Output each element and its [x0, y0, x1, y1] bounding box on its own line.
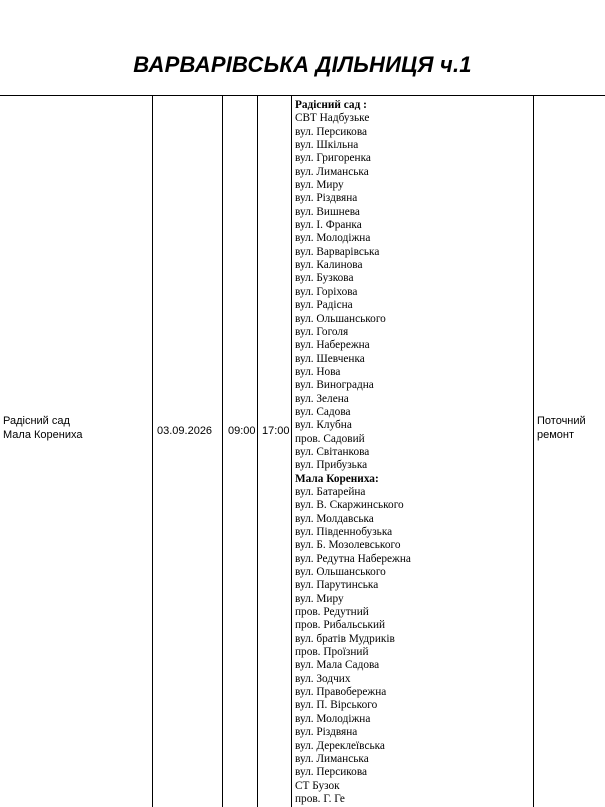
- page-title: ВАРВАРІВСЬКА ДІЛЬНИЦЯ ч.1: [133, 52, 472, 77]
- street-item: вул. Молодіжна: [295, 232, 371, 245]
- street-item: вул. Шкільна: [295, 139, 359, 152]
- column-divider: [222, 96, 223, 807]
- street-list: [295, 99, 531, 806]
- street-item: пров. Редутний: [295, 606, 369, 619]
- street-item: вул. Різдвяна: [295, 192, 358, 205]
- street-item: пров. Садовий: [295, 432, 365, 445]
- area-name: Радісний сад: [3, 415, 70, 427]
- street-item: вул. Бузкова: [295, 272, 354, 285]
- area-cell: [3, 414, 151, 442]
- outage-table: [0, 95, 605, 807]
- column-divider: [533, 96, 534, 807]
- street-item: вул. Набережна: [295, 339, 370, 352]
- street-item: вул. Персикова: [295, 125, 368, 138]
- work-type-cell: [537, 414, 603, 442]
- street-item: вул. Ольшанського: [295, 312, 386, 325]
- street-item: вул. Б. Мозолевського: [295, 539, 401, 552]
- street-item: вул. Радісна: [295, 299, 353, 312]
- street-item: вул. Зелена: [295, 392, 349, 405]
- street-item: вул. В. Скаржинського: [295, 499, 404, 512]
- street-item: вул. Ольшанського: [295, 566, 386, 579]
- street-item: вул. Лиманська: [295, 165, 369, 178]
- street-item: пров. Г. Ге: [295, 792, 345, 805]
- street-item: вул. Миру: [295, 592, 344, 605]
- date-cell: 03.09.2026: [157, 425, 213, 437]
- street-item: вул. Нова: [295, 365, 341, 378]
- column-divider: [152, 96, 153, 807]
- street-item: вул. Клубна: [295, 419, 352, 432]
- start-time-cell: 09:00: [228, 425, 256, 437]
- street-item: вул. Мала Садова: [295, 659, 380, 672]
- street-item: пров. Проїзний: [295, 646, 369, 659]
- street-item: вул. Прибузька: [295, 459, 368, 472]
- work-type-text: ремонт: [537, 429, 575, 441]
- street-item: вул. Варварівська: [295, 245, 380, 258]
- street-item: вул. Вишнева: [295, 205, 360, 218]
- street-item: вул. Лиманська: [295, 752, 369, 765]
- street-group-header: Мала Корениха:: [295, 472, 379, 485]
- street-item: вул. Молодіжна: [295, 712, 371, 725]
- street-group-header: Радісний сад :: [295, 99, 367, 111]
- street-item: вул. Горіхова: [295, 285, 358, 298]
- street-item: пров. Рибальський: [295, 619, 386, 632]
- street-item: вул. Шевченка: [295, 352, 365, 365]
- street-item: вул. Різдвяна: [295, 726, 358, 739]
- street-item: СТ Бузок: [295, 779, 340, 792]
- street-item: вул. Персикова: [295, 766, 368, 779]
- street-item: вул. Парутинська: [295, 579, 379, 592]
- column-divider: [257, 96, 258, 807]
- street-item: вул. Правобережна: [295, 686, 387, 699]
- street-item: вул. Садова: [295, 405, 351, 418]
- area-name: Мала Корениха: [3, 429, 83, 441]
- street-item: вул. Виноградна: [295, 379, 374, 392]
- street-item: вул. Дереклеївська: [295, 739, 385, 752]
- street-item: вул. Гоголя: [295, 325, 349, 338]
- work-type-text: Поточний: [537, 415, 586, 427]
- street-item: вул. Миру: [295, 179, 344, 192]
- street-item: вул. Південнобузька: [295, 526, 393, 538]
- street-item: вул. Світанкова: [295, 445, 370, 458]
- street-item: вул. Зодчих: [295, 672, 351, 685]
- street-item: вул. Молдавська: [295, 512, 374, 525]
- street-item: вул. братів Мудриків: [295, 632, 395, 645]
- street-item: вул. Редутна Набережна: [295, 552, 411, 565]
- column-divider: [291, 96, 292, 807]
- street-item: вул. Батарейна: [295, 485, 366, 498]
- street-item: вул. І. Франка: [295, 219, 362, 232]
- street-item: вул. П. Вірського: [295, 699, 378, 712]
- end-time-cell: 17:00: [262, 425, 290, 437]
- street-item: вул. Григоренка: [295, 152, 371, 165]
- street-item: СВТ Надбузьке: [295, 112, 370, 125]
- street-item: вул. Калинова: [295, 259, 363, 272]
